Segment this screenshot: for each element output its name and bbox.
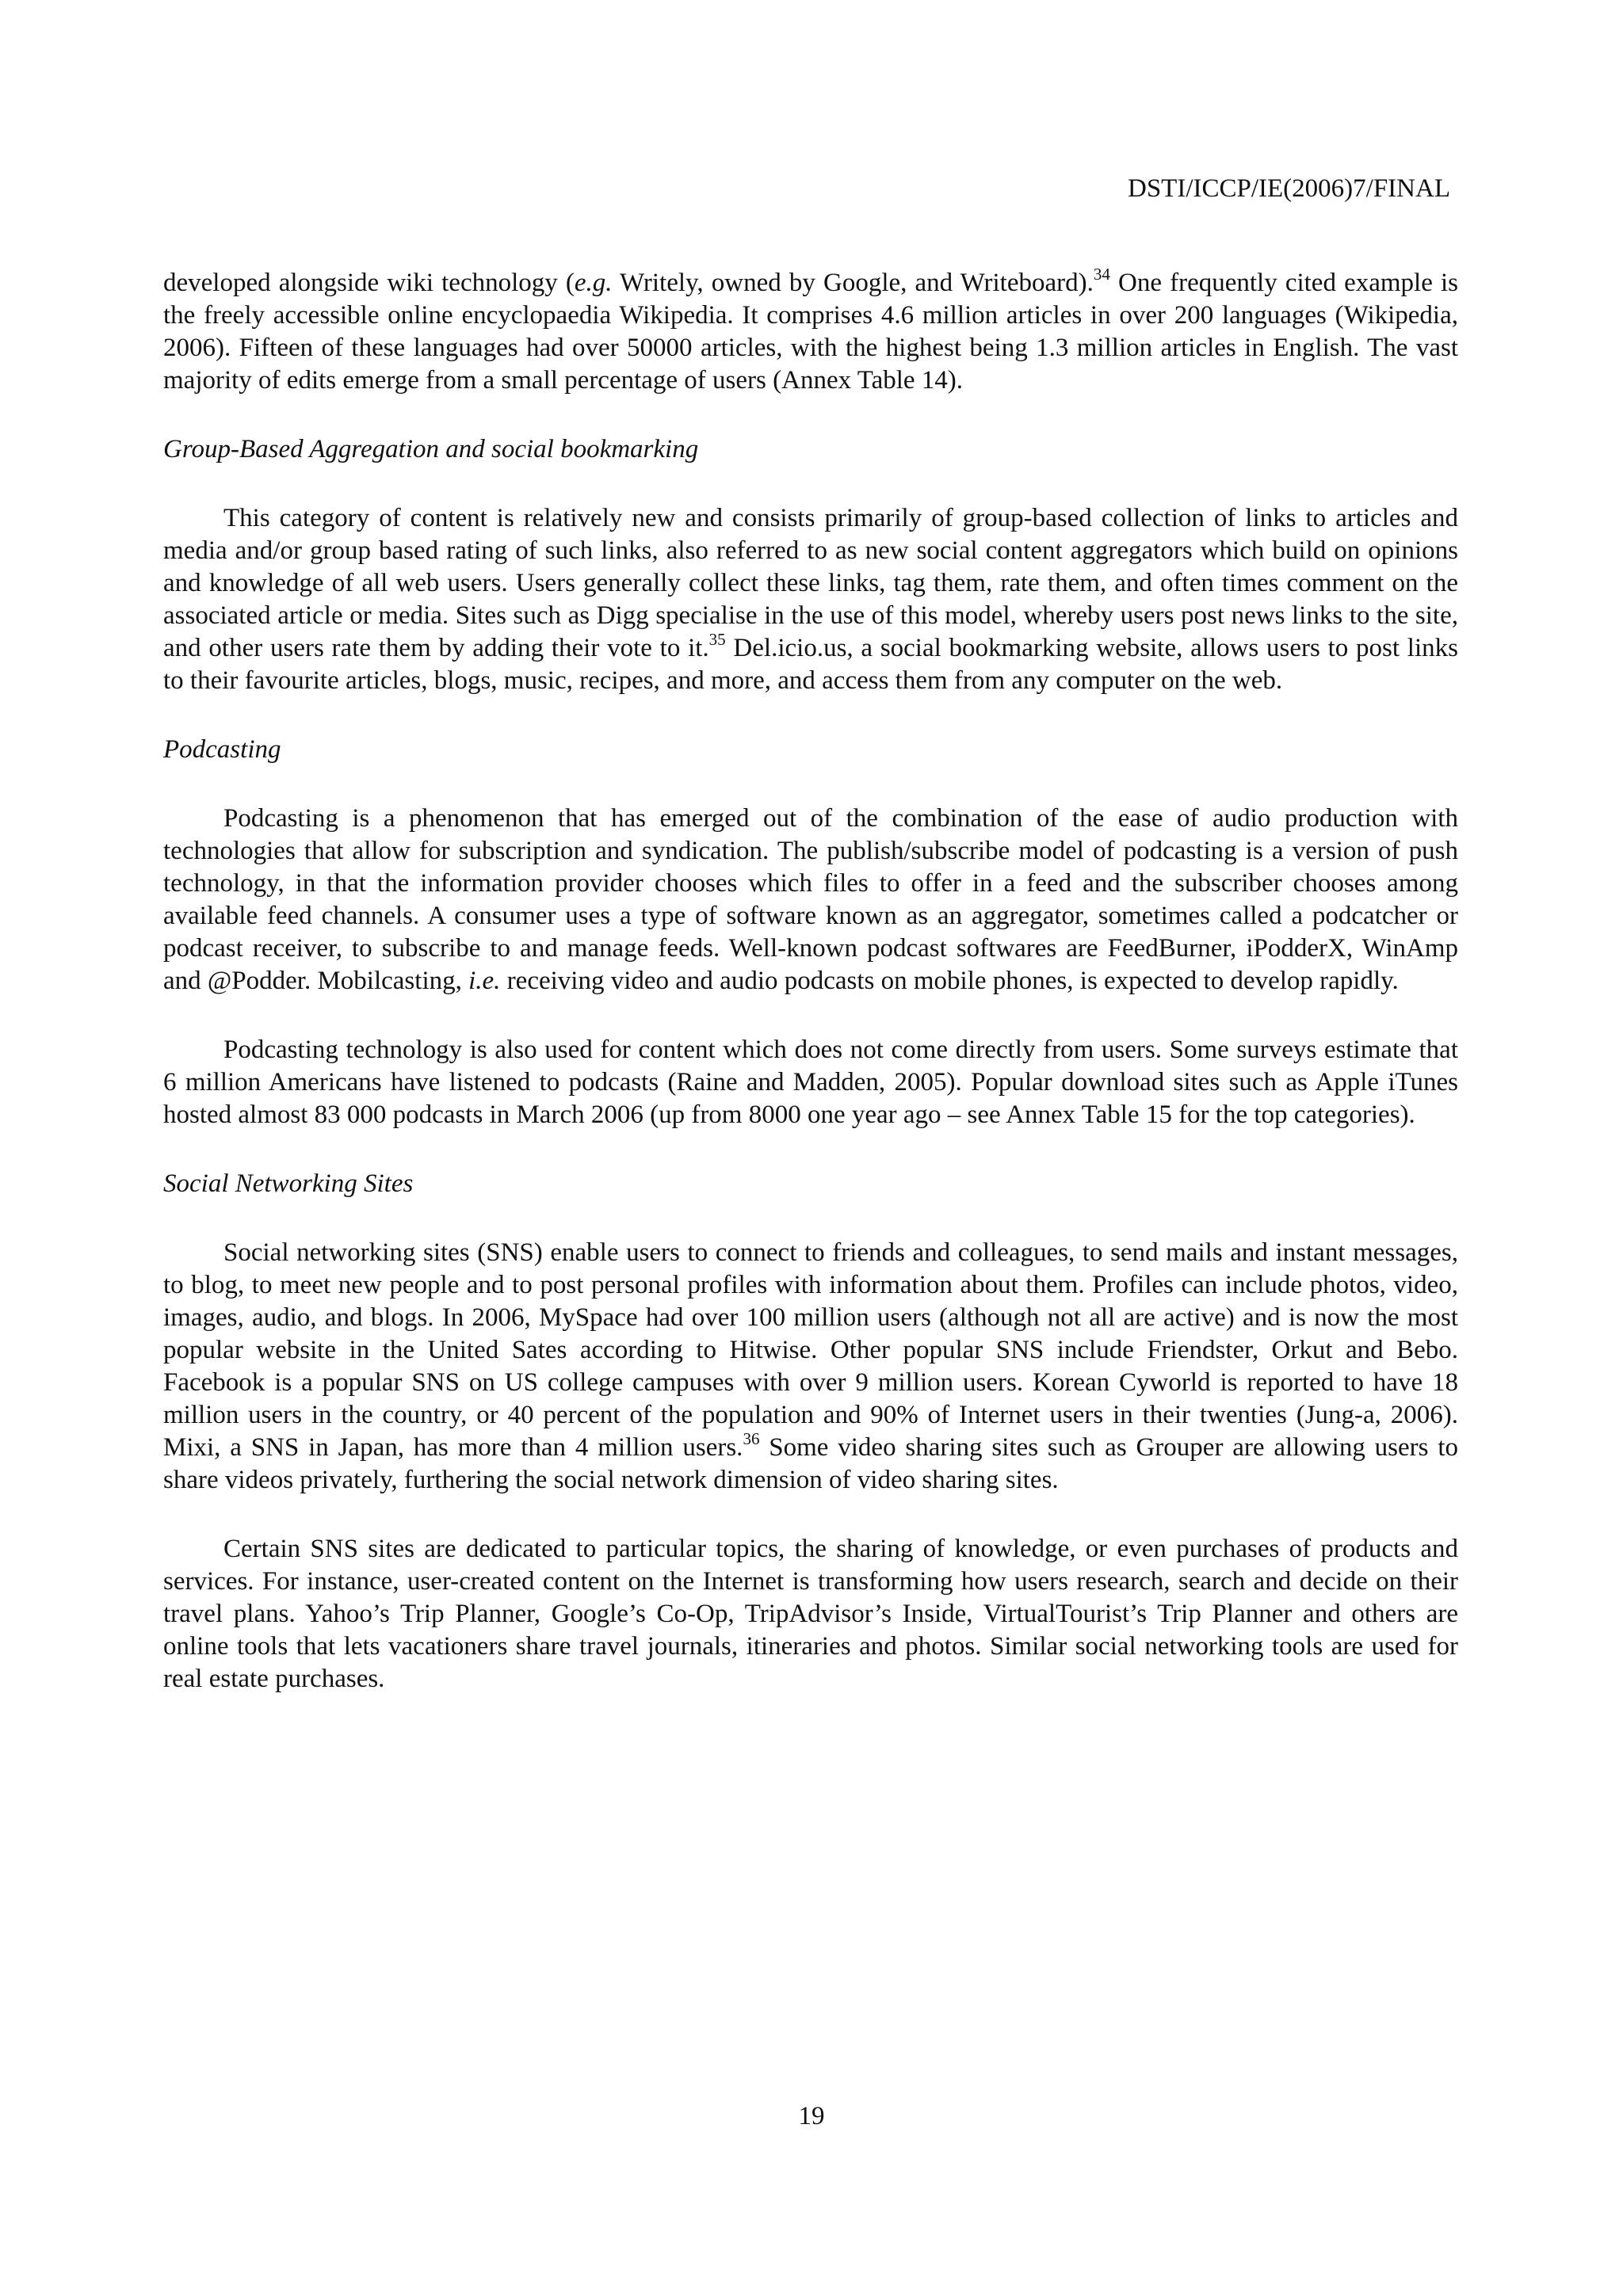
text-run-italic: e.g. xyxy=(574,269,613,297)
text-run: Podcasting is a phenomenon that has emerged out of the combination of the ease of audio production with technologies that allow for subscription and syndication. The publish/subscribe model of podcasting is a version of push technology, in that the information provider chooses which files to offer in a feed and the subscriber chooses among available feed channels. A consumer uses a type of software known as an aggregator, sometimes called a podcatcher or podcast receiver, to subscribe to and manage feeds. Well-known podcast softwares are FeedBurner, iPodderX, WinAmp and @Podder. Mobilcasting, xyxy=(163,804,1458,995)
text-run: One frequently cited example is the freely accessible online encyclopaedia Wikipedia. It comprises 4.6 million articles in over 200 languages (Wikipedia, 2006). Fifteen of these languages had over 50000 articles, with the highest being 1.3 million articles in English. The vast majority of edits emerge from a small percentage of users (Annex Table 14). xyxy=(163,269,1458,395)
section-heading-social-networking: Social Networking Sites xyxy=(163,1169,414,1198)
paragraph-social-networking-2: Certain SNS sites are dedicated to particular topics, the sharing of knowledge, or even purchases of products and services. For instance, user-created content on the Internet is transforming how users research, search and decide on their travel plans. Yahoo’s Trip Planner, Google’s Co-Op, TripAdvisor’s Inside, VirtualTourist’s Trip Planner and others are online tools that lets vacationers share travel journals, itineraries and photos. Similar social networking tools are used for real estate purchases. xyxy=(163,1535,1458,1693)
document-reference: DSTI/ICCP/IE(2006)7/FINAL xyxy=(1128,174,1450,203)
paragraph-podcasting-2: Podcasting technology is also used for content which does not come directly from users. Some surveys estimate that 6 million Americans have listened to podcasts (Raine and Madden, 2005). Popular download sites such as Apple iTunes hosted almost 83 000 podcasts in March 2006 (up from 8000 one year ago – see Annex Table 15 for the top categories). xyxy=(163,1035,1458,1129)
text-run: receiving video and audio podcasts on mobile phones, is expected to develop rapidly. xyxy=(500,967,1399,995)
paragraph-wiki-continued xyxy=(163,267,1458,397)
text-run: Del.icio.us, a social bookmarking website, allows users to post links to their favourite articles, blogs, music, recipes, and more, and access them from any computer on the web. xyxy=(163,634,1458,695)
paragraph-podcasting-1 xyxy=(163,803,1458,997)
footnote-ref-35[interactable]: 35 xyxy=(708,630,726,649)
footnote-ref-36[interactable]: 36 xyxy=(743,1429,760,1448)
page-content xyxy=(163,267,1458,1732)
text-run: Some video sharing sites such as Grouper are allowing users to share videos privately, furthering the social network dimension of video sharing sites. xyxy=(163,1433,1458,1494)
text-run: This category of content is relatively new and consists primarily of group-based collection of links to articles and media and/or group based rating of such links, also referred to as new social content aggregators which build on opinions and knowledge of all web users. Users generally collect these links, tag them, rate them, and often times comment on the associated article or media. Sites such as Digg specialise in the use of this model, whereby users post news links to the site, and other users rate them by adding their vote to it. xyxy=(163,504,1458,662)
text-run: Social networking sites (SNS) enable users to connect to friends and colleagues, to send mails and instant messages, to blog, to meet new people and to post personal profiles with information about them. Profiles can include photos, video, images, audio, and blogs. In 2006, MySpace had over 100 million users (although not all are active) and is now the most popular website in the United Sates according to Hitwise. Other popular SNS include Friendster, Orkut and Bebo. Facebook is a popular SNS on US college campuses with over 9 million users. Korean Cyworld is reported to have 18 million users in the country, or 40 percent of the population and 90% of Internet users in their twenties (Jung-a, 2006). Mixi, a SNS in Japan, has more than 4 million users. xyxy=(163,1238,1458,1462)
text-run-italic: i.e. xyxy=(468,967,501,995)
section-heading-group-aggregation: Group-Based Aggregation and social bookmarking xyxy=(163,435,699,463)
text-run: Writely, owned by Google, and Writeboard). xyxy=(612,269,1094,297)
paragraph-group-aggregation xyxy=(163,502,1458,697)
page-number: 19 xyxy=(798,2102,825,2130)
paragraph-social-networking-1 xyxy=(163,1237,1458,1497)
footnote-ref-34[interactable]: 34 xyxy=(1093,265,1110,284)
section-heading-podcasting: Podcasting xyxy=(163,735,281,764)
text-run: developed alongside wiki technology ( xyxy=(163,269,575,297)
